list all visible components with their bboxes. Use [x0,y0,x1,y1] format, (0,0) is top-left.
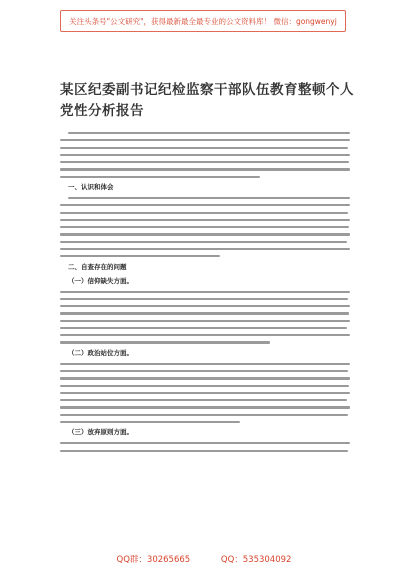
document-title: 某区纪委副书记纪检监察干部队伍教育整顿个人党性分析报告 [60,82,354,119]
contact-footer [0,553,408,565]
qq-number-text: QQ：535304092 [220,555,292,565]
issue-heading-3: （三）放弃原则方面。 [68,428,133,437]
issue-heading-2: （二）政治站位方面。 [68,348,133,357]
section-1-paragraph [60,197,350,257]
section-heading-1: 一、认识和体会 [68,182,114,191]
issue-heading-1: （一）信仰缺失方面。 [68,276,133,285]
promo-banner: 关注头条号"公文研究"，获得最新最全最专业的公文资料库！ 微信：gongwenyj [60,10,346,32]
section-heading-2: 二、自查存在的问题 [68,262,127,271]
document-body [60,132,350,457]
issue-1-paragraph [60,291,350,344]
qq-group-text: QQ群：30265665 [116,555,191,565]
issue-3-paragraph [60,442,350,451]
intro-paragraph [60,132,350,178]
issue-2-paragraph [60,363,350,423]
